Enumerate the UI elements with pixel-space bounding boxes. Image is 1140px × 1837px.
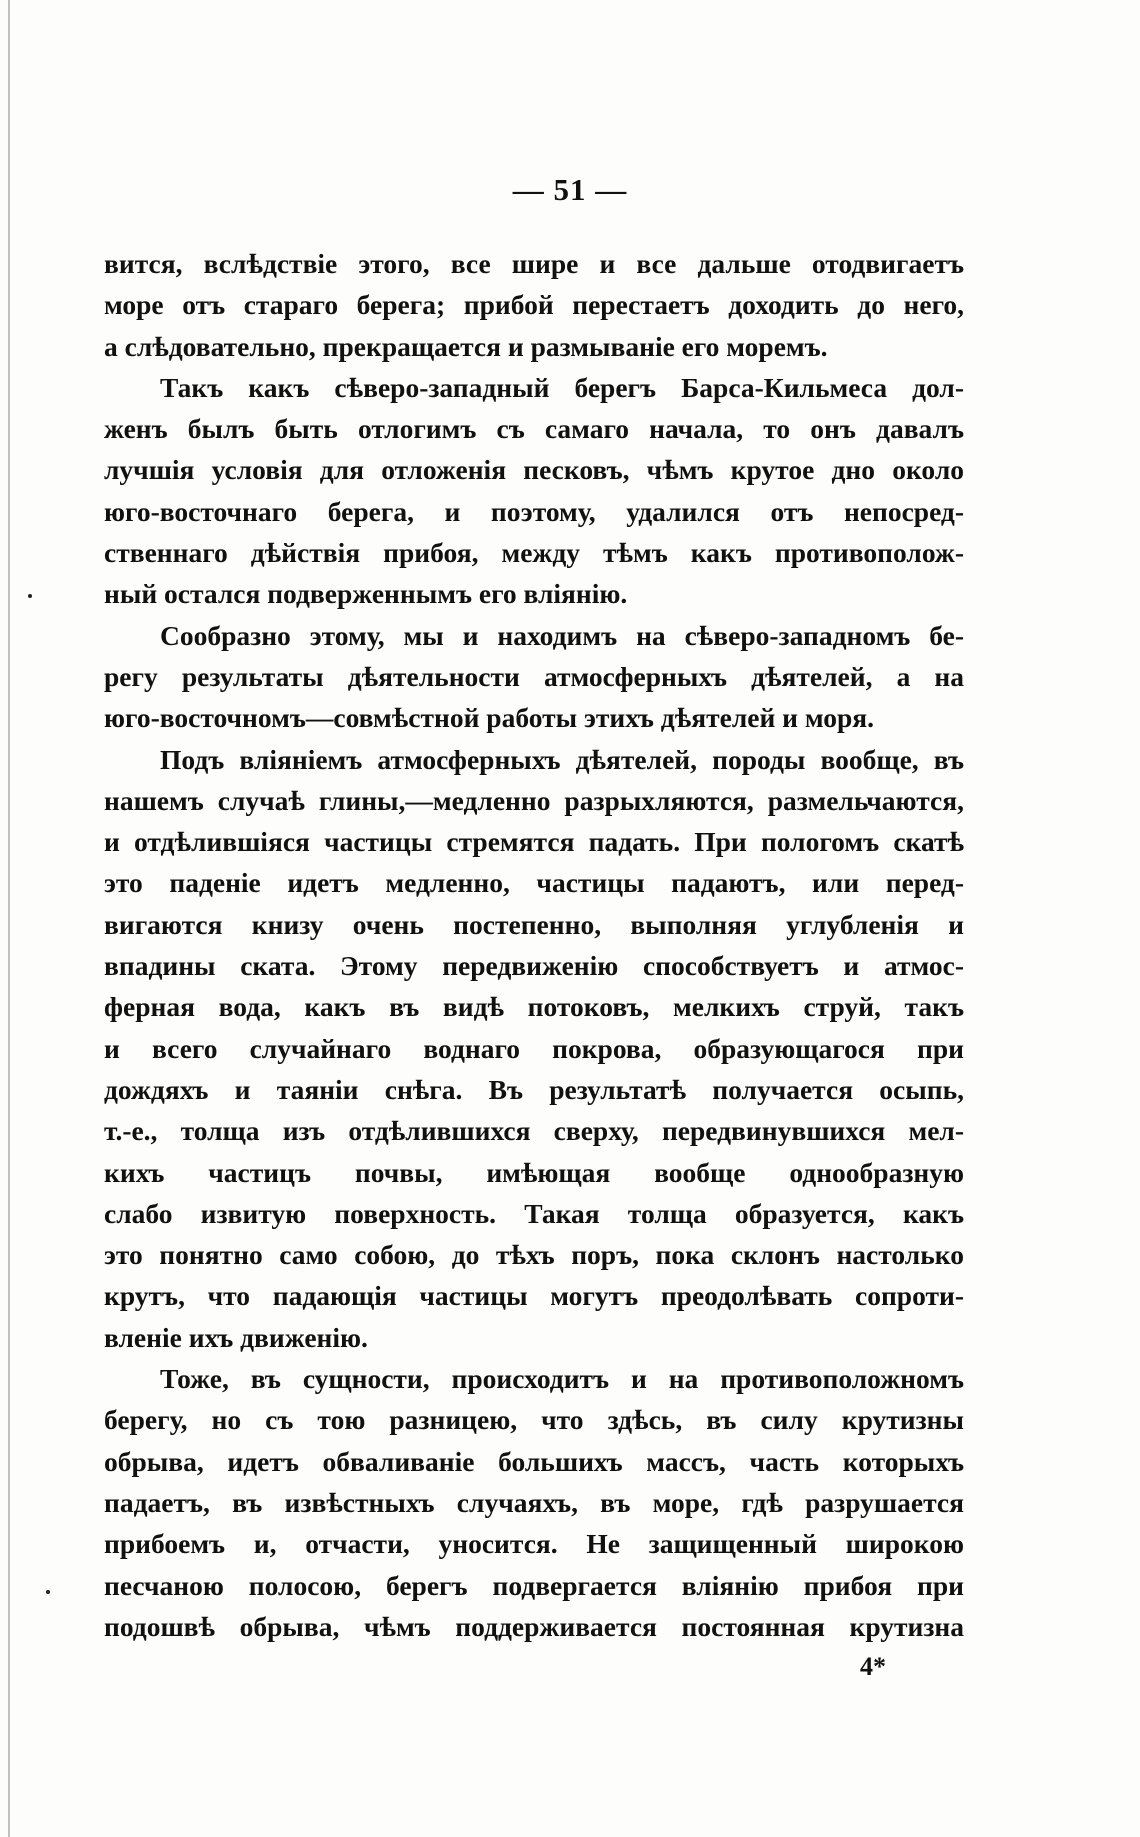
text-line: вигаются книзу очень постепенно, выполняя углубленія и bbox=[104, 908, 964, 940]
scan-speck bbox=[46, 1590, 50, 1594]
text-line: песчаною полосою, берегъ подвергается вліянію прибоя при bbox=[104, 1569, 964, 1601]
text-line: прибоемъ и, отчасти, уносится. Не защищенный широкою bbox=[104, 1528, 964, 1560]
text-line: а слѣдовательно, прекращается и размываніе его моремъ. bbox=[104, 330, 828, 362]
scan-speck bbox=[28, 594, 32, 598]
body-text bbox=[104, 243, 964, 1647]
text-line: юго-восточнаго берега, и поэтому, удалился отъ непосред- bbox=[104, 495, 964, 527]
text-line: регу результаты дѣятельности атмосферныхъ дѣятелей, а на bbox=[104, 660, 964, 692]
signature-mark: 4* bbox=[860, 1652, 886, 1681]
text-line: крутъ, что падающія частицы могутъ преодолѣвать сопроти- bbox=[104, 1280, 964, 1312]
page-number-header: — 51 — bbox=[512, 172, 628, 207]
text-line: Такъ какъ сѣверо-западный берегъ Барса-Кильмеса дол- bbox=[160, 371, 964, 403]
text-line: подошвѣ обрыва, чѣмъ поддерживается постоянная крутизна bbox=[104, 1610, 964, 1642]
text-line: море отъ стараго берега; прибой перестаетъ доходить до него, bbox=[104, 289, 964, 321]
text-line: нашемъ случаѣ глины,—медленно разрыхляются, размельчаются, bbox=[104, 784, 964, 816]
text-line: впадины ската. Этому передвиженію способствуетъ и атмос- bbox=[104, 950, 964, 982]
page-edge-line bbox=[8, 0, 10, 1837]
text-line: ный остался подверженнымъ его вліянію. bbox=[104, 578, 628, 610]
text-line: Подъ вліяніемъ атмосферныхъ дѣятелей, породы вообще, въ bbox=[160, 743, 964, 775]
text-line: обрыва, идетъ обваливаніе большихъ массъ, часть которыхъ bbox=[104, 1445, 964, 1477]
text-line: ственнаго дѣйствія прибоя, между тѣмъ какъ противополож- bbox=[104, 537, 964, 569]
text-line: это понятно само собою, до тѣхъ поръ, пока склонъ настолько bbox=[104, 1239, 964, 1271]
text-line: слабо извитую поверхность. Такая толща образуется, какъ bbox=[104, 1197, 964, 1229]
text-line: т.-е., толща изъ отдѣлившихся сверху, передвинувшихся мел- bbox=[104, 1115, 964, 1147]
text-line: Тоже, въ сущности, происходитъ и на противоположномъ bbox=[160, 1363, 964, 1395]
text-line: дождяхъ и таяніи снѣга. Въ результатѣ получается осыпь, bbox=[104, 1073, 964, 1105]
text-line: это паденіе идетъ медленно, частицы падаютъ, или перед- bbox=[104, 867, 964, 899]
text-line: и всего случайнаго воднаго покрова, образующагося при bbox=[104, 1032, 964, 1064]
text-line: кихъ частицъ почвы, имѣющая вообще однообразную bbox=[104, 1156, 964, 1188]
text-line: берегу, но съ тою разницею, что здѣсь, въ силу крутизны bbox=[104, 1404, 964, 1436]
text-line: ферная вода, какъ въ видѣ потоковъ, мелкихъ струй, такъ bbox=[104, 991, 964, 1023]
text-line: юго-восточномъ—совмѣстной работы этихъ дѣятелей и моря. bbox=[104, 702, 875, 734]
text-line: вленіе ихъ движенію. bbox=[104, 1321, 368, 1353]
text-line: вится, вслѣдствіе этого, все шире и все дальше отодвигаетъ bbox=[104, 248, 964, 279]
text-line: женъ былъ быть отлогимъ съ самаго начала, то онъ давалъ bbox=[104, 413, 964, 445]
text-line: падаетъ, въ извѣстныхъ случаяхъ, въ море, гдѣ разрушается bbox=[104, 1486, 964, 1518]
text-line: и отдѣлившіяся частицы стремятся падать. При пологомъ скатѣ bbox=[104, 826, 964, 858]
text-line: лучшія условія для отложенія песковъ, чѣмъ крутое дно около bbox=[104, 454, 964, 486]
text-line: Сообразно этому, мы и находимъ на сѣверо-западномъ бе- bbox=[160, 619, 964, 651]
